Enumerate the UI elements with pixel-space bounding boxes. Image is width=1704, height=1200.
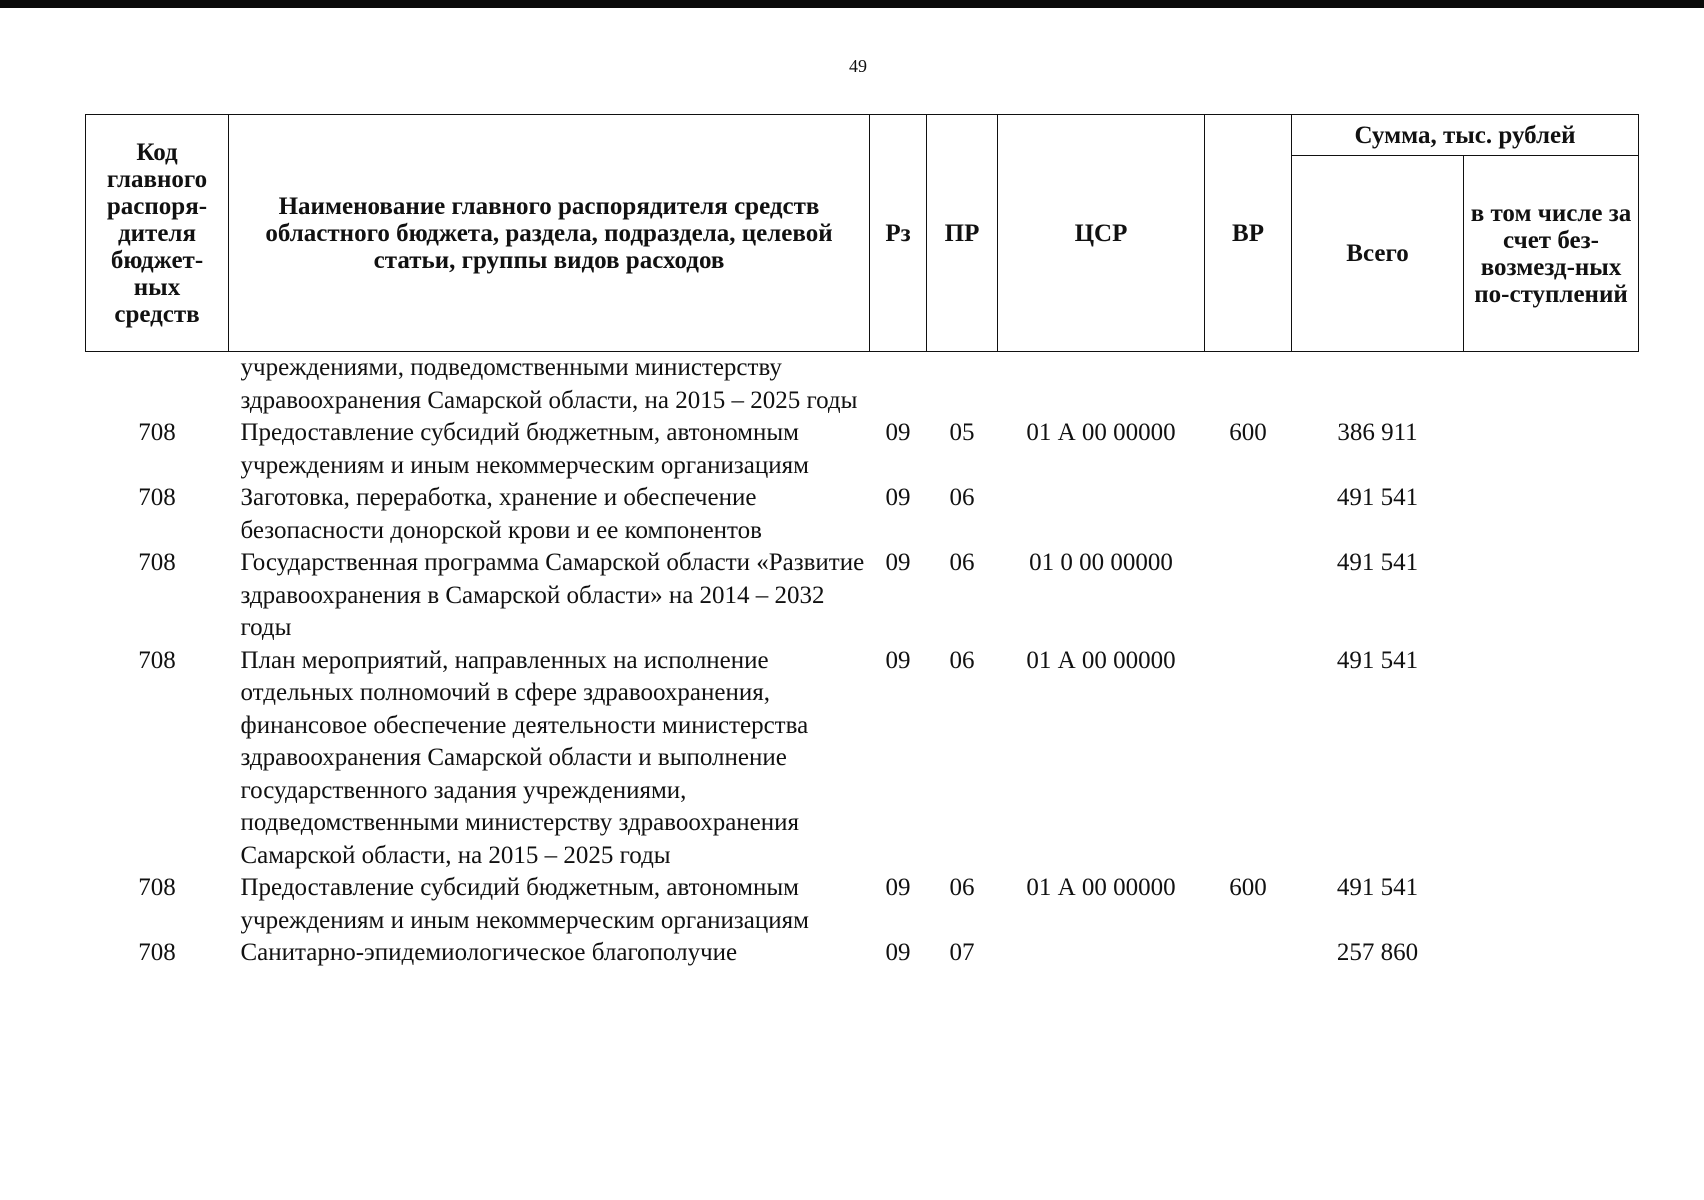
cell-pr: 05 (949, 419, 975, 446)
cell-name: Предоставление субсидий бюджетным, автономным учреждениям и иным некоммерческим организациям (240, 874, 809, 934)
cell-pr: 06 (949, 549, 975, 576)
cell-code (86, 352, 229, 418)
cell-vr: 600 (1229, 419, 1267, 446)
cell-code: 708 (138, 549, 176, 576)
cell-code: 708 (138, 419, 176, 446)
cell-pr: 06 (949, 484, 975, 511)
cell-code: 708 (138, 874, 176, 901)
cell-incl (1464, 482, 1639, 547)
cell-incl (1464, 417, 1639, 482)
cell-csr: 01 А 00 00000 (1026, 646, 1176, 674)
header-total: Всего (1292, 156, 1464, 352)
top-border-rule (0, 0, 1704, 8)
header-incl: в том числе за счет без-возмезд-ных по-ступлений (1464, 156, 1639, 352)
cell-pr: 06 (949, 874, 975, 901)
cell-total: 491 541 (1336, 874, 1419, 901)
cell-total: 491 541 (1336, 484, 1419, 511)
header-rz: Рз (870, 115, 927, 352)
cell-csr (998, 937, 1205, 970)
cell-code: 708 (138, 484, 176, 511)
cell-total: 491 541 (1336, 549, 1419, 576)
header-code: Код главного распоря-дителя бюджет-ных средств (86, 115, 229, 352)
cell-csr: 01 0 00 00000 (1029, 549, 1173, 576)
table-row (86, 352, 1639, 418)
cell-rz: 09 (885, 419, 911, 446)
cell-vr: 600 (1229, 874, 1267, 901)
table-header (86, 115, 1639, 352)
cell-total: 491 541 (1336, 646, 1419, 674)
cell-vr (1205, 547, 1292, 645)
header-vr: ВР (1205, 115, 1292, 352)
page-number: 49 (849, 56, 867, 76)
cell-name: учреждениями, подведомственными министерству здравоохранения Самарской области, на 2015 – 2025 годы (240, 354, 858, 414)
cell-incl (1464, 352, 1639, 418)
header-csr: ЦСР (998, 115, 1205, 352)
cell-name: Предоставление субсидий бюджетным, автономным учреждениям и иным некоммерческим организациям (240, 419, 809, 479)
cell-pr (927, 352, 998, 418)
cell-pr: 07 (949, 939, 975, 966)
cell-rz: 09 (885, 549, 911, 576)
cell-name: Санитарно-эпидемиологическое благополучие (240, 939, 738, 966)
table-row (86, 482, 1639, 547)
table-row (86, 645, 1639, 873)
cell-rz (870, 352, 927, 418)
table-body (86, 352, 1639, 970)
cell-code: 708 (138, 939, 176, 966)
cell-name: Заготовка, переработка, хранение и обеспечение безопасности донорской крови и ее компонентов (240, 484, 762, 544)
cell-total: 257 860 (1336, 939, 1419, 966)
cell-name: Государственная программа Самарской области «Развитие здравоохранения в Самарской области» на 2014 – 2032 годы (240, 549, 865, 641)
budget-table (85, 114, 1639, 970)
cell-total: 386 911 (1337, 419, 1418, 446)
cell-rz: 09 (885, 939, 911, 966)
cell-vr (1205, 352, 1292, 418)
cell-csr: 01 А 00 00000 (1026, 419, 1176, 446)
cell-vr (1205, 482, 1292, 547)
cell-pr: 06 (949, 646, 975, 674)
cell-csr (998, 352, 1205, 418)
cell-rz: 09 (885, 874, 911, 901)
header-sum: Сумма, тыс. рублей (1292, 115, 1639, 156)
cell-vr (1205, 937, 1292, 970)
cell-incl (1464, 872, 1639, 937)
header-name: Наименование главного распорядителя средств областного бюджета, раздела, подраздела, целевой статьи, группы видов расходов (229, 115, 870, 352)
cell-incl (1464, 547, 1639, 645)
cell-csr (998, 482, 1205, 547)
table-row (86, 417, 1639, 482)
table-row (86, 872, 1639, 937)
table-row (86, 937, 1639, 970)
table-row (86, 547, 1639, 645)
cell-rz: 09 (885, 646, 911, 674)
cell-incl (1464, 937, 1639, 970)
cell-name: План мероприятий, направленных на исполнение отдельных полномочий в сфере здравоохранения, финансовое обеспечение деятельности министерства здравоохранения Самарской области и выполнение государственного задания учреждениями, подведомственными министерству здравоохранения Самарской области, на 2015 – 2025 годы (240, 646, 809, 869)
header-pr: ПР (927, 115, 998, 352)
cell-vr (1205, 645, 1292, 873)
cell-total (1292, 352, 1464, 418)
cell-incl (1464, 645, 1639, 873)
cell-code: 708 (138, 646, 176, 674)
cell-rz: 09 (885, 484, 911, 511)
cell-csr: 01 А 00 00000 (1026, 874, 1176, 901)
